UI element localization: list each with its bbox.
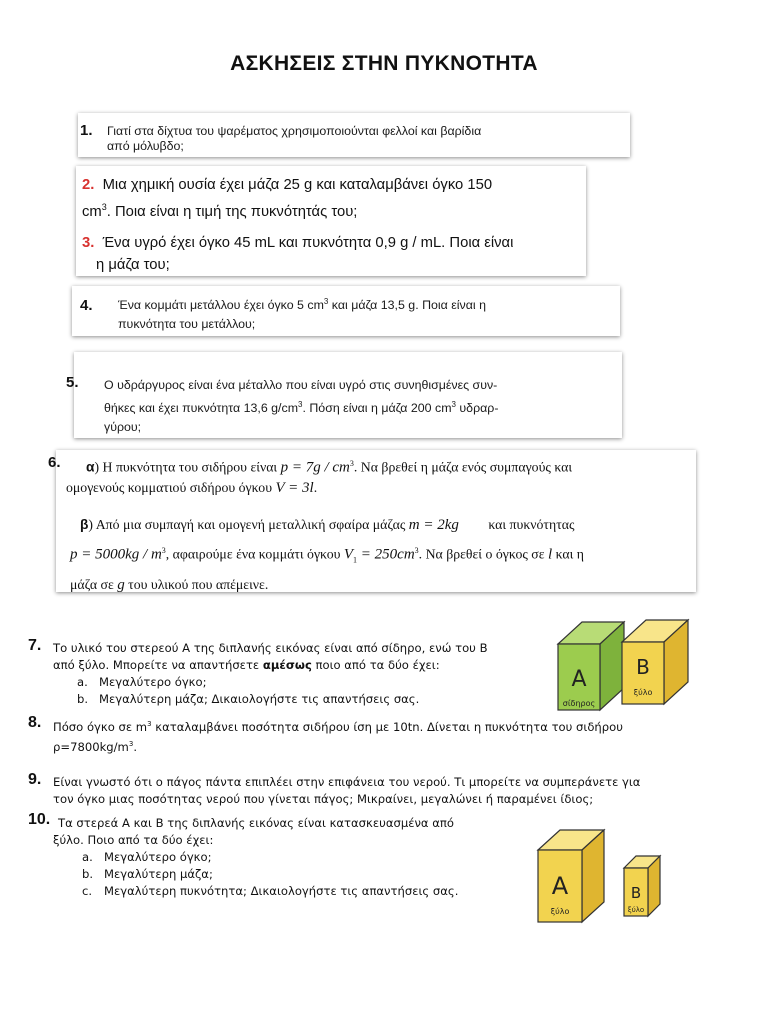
cube-a-letter: A: [551, 872, 569, 900]
exercise-8-number: 8.: [28, 714, 42, 731]
exercise-10-number: 10.: [28, 811, 51, 828]
exercise-10-item-c: c. Μεγαλύτερη πυκνότητα; Δικαιολογήστε τις απαντήσεις σας.: [82, 884, 459, 898]
exercise-4-text: Ένα κομμάτι μετάλλου έχει όγκο 5 $cm^3$ και μάζα 13,5 g. Ποια είναι η πυκνότητα του μετάλλου;: [118, 297, 487, 332]
cube-a-letter: A: [571, 667, 587, 692]
exercise-3-number: 3.: [82, 235, 95, 251]
exercise-2-number: 2.: [82, 177, 95, 193]
exercise-1-number: 1.: [80, 122, 93, 139]
exercise-4-number: 4.: [80, 297, 93, 314]
exercise-9-text: Είναι γνωστό ότι ο πάγος πάντα επιπλέει στην επιφάνεια του νερού. Τι μπορείτε να συμπεράνετε για τον όγκο μιας ποσότητας νερού που γίνεται πάγος; Μικραίνει, μεγαλώνει ή παραμένει ίδιος;: [53, 775, 641, 806]
exercise-7-text: Το υλικό του στερεού Α της διπλανής εικόνας είναι από σίδηρο, ενώ του Β από ξύλο. Μπορείτε να απαντήσετε αμέσως ποιο από τα δύο έχει: a. Μεγαλύτερο όγκο; b. Μεγαλύτερη μάζα; Δικαιολογήστε τις απαντήσεις σας.: [53, 640, 543, 708]
exercise-10-text: Τα στερεά Α και Β της διπλανής εικόνας είναι κατασκευασμένα από ξύλο. Ποιο από τα δύο έχει: a. Μεγαλύτερο όγκο; b. Μεγαλύτερη μάζα; c. Μεγαλύτερη πυκνότητα; Δικαιολογήστε τις απαντήσεις σας.: [58, 815, 528, 900]
exercise-8-text: Πόσο όγκο σε $m^3$ καταλαμβάνει ποσότητα σιδήρου ίση με 10tn. Δίνεται η πυκνότητα του σιδήρου $\rho=7800kg/m^3$.: [53, 719, 623, 754]
exercise-10-item-b: b. Μεγαλύτερη μάζα;: [82, 867, 213, 881]
exercise-2-text: 2. Μια χημική ουσία έχει μάζα 25 g και καταλαμβάνει όγκο 150 $cm^3$. Ποια είναι η τιμή της πυκνότητάς του;: [82, 177, 493, 220]
cube-a-caption: σίδηρος: [562, 699, 596, 708]
cubes-illustration-iron-wood: [548, 608, 728, 716]
exercise-1-text: Γιατί στα δίχτυα του ψαρέματος χρησιμοποιούνται φελλοί και βαρίδια από μόλυβδο;: [107, 124, 482, 153]
exercise-5-text: Ο υδράργυρος είναι ένα μέταλλο που είναι υγρό στις συνηθισμένες συν- θήκες και έχει πυκνότητα 13,6 $g/cm^3$. Πόση είναι η μάζα 200 $cm^3$ υδραρ- γύρου;: [104, 378, 499, 435]
exercise-9-number: 9.: [28, 771, 42, 788]
exercise-6-number: 6.: [48, 454, 61, 471]
exercise-7-item-a: a. Μεγαλύτερο όγκο;: [77, 675, 207, 689]
exercise-7-number: 7.: [28, 637, 42, 654]
cube-a-caption: ξύλο: [550, 907, 570, 916]
cube-b-caption: ξύλο: [627, 906, 645, 914]
exercise-10-item-a: a. Μεγαλύτερο όγκο;: [82, 850, 212, 864]
page-title: ΑΣΚΗΣΕΙΣ ΣΤΗΝ ΠΥΚΝΟΤΗΤΑ: [230, 52, 538, 75]
cubes-illustration-wood-wood: [530, 818, 680, 928]
cube-b-letter: B: [630, 884, 642, 902]
cube-b-letter: B: [636, 655, 650, 679]
exercise-6a-text: α) Η πυκνότητα του σιδήρου είναι $p = 7g / cm^3$. Να βρεθεί η μάζα ενός συμπαγούς και ομογενούς κομματιού σιδήρου όγκου V = 3l.: [66, 459, 573, 496]
exercise-6b-text: β) Από μια συμπαγή και ομογενή μεταλλική σφαίρα μάζας m = 2kg και πυκνότητας $p = 5000kg / m^3$, αφαιρούμε ένα κομμάτι όγκου $V_1 = 250cm^3$. Να βρεθεί ο όγκος σε l και η μάζα σε g του υλικού που απέμεινε.: [70, 517, 585, 594]
exercise-5-number: 5.: [66, 374, 79, 391]
exercise-7-item-b: b. Μεγαλύτερη μάζα; Δικαιολογήστε τις απαντήσεις σας.: [77, 692, 420, 706]
cube-b-caption: ξύλο: [633, 688, 653, 697]
exercise-3-text: 3. Ένα υγρό έχει όγκο 45 mL και πυκνότητα 0,9 g / mL. Ποια είναι η μάζα του;: [82, 235, 514, 273]
